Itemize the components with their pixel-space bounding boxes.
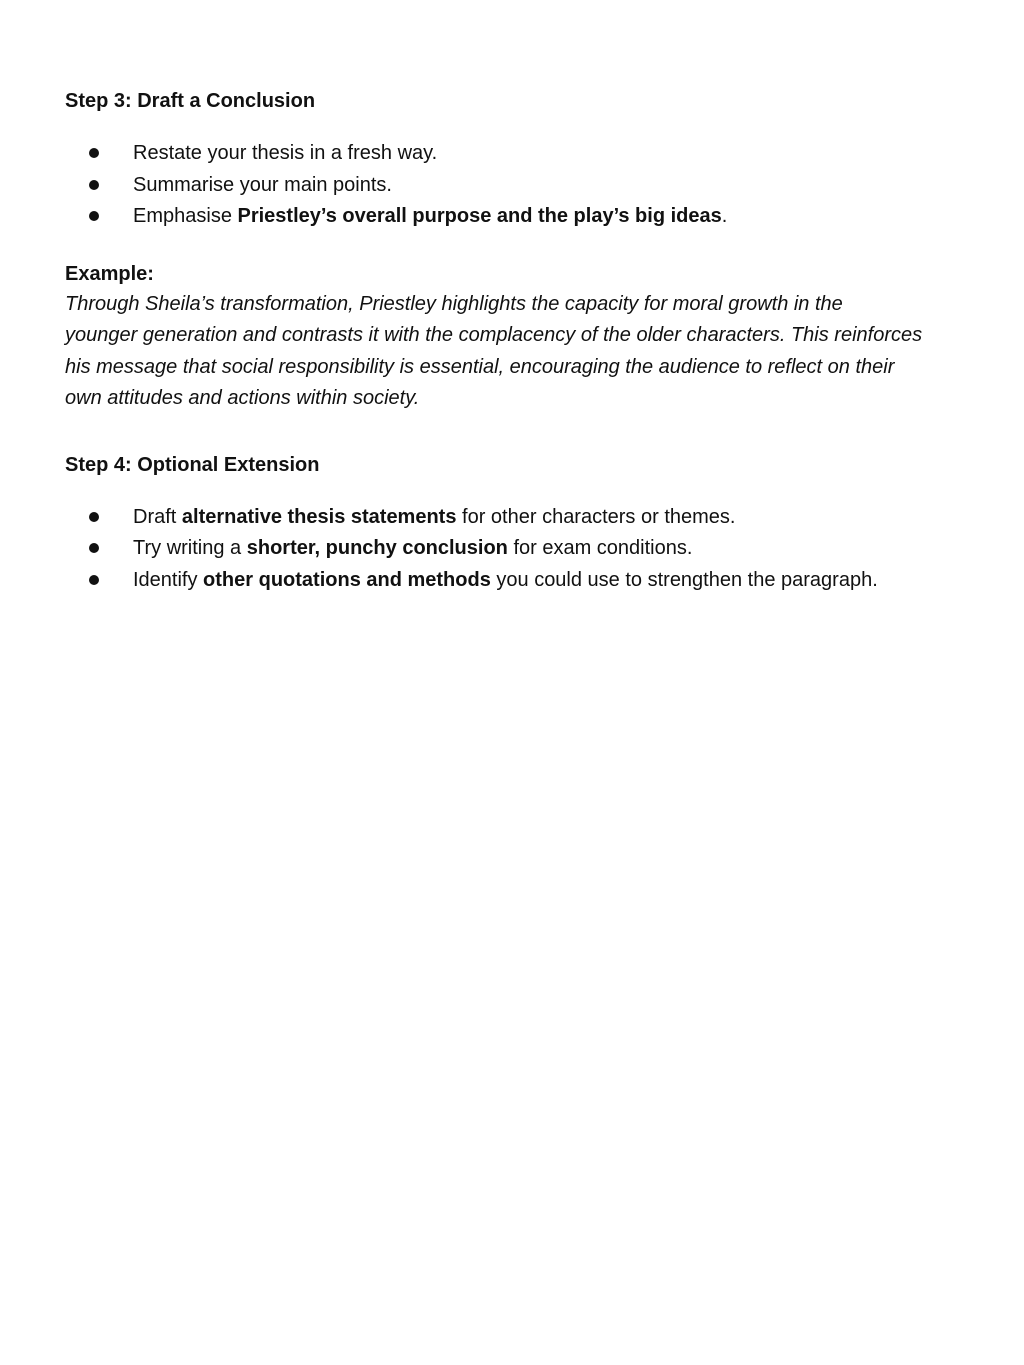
- step4-heading: Step 4: Optional Extension: [65, 453, 320, 476]
- example-label: Example:: [65, 262, 154, 285]
- example-line: Through Sheila’s transformation, Priestley highlights the capacity for moral growth in the: [65, 292, 843, 315]
- bullet-icon: [89, 575, 99, 585]
- bullet-text-end: you could use to strengthen the paragraph.: [490, 568, 878, 591]
- bullet-bold-text: shorter, punchy conclusion: [246, 537, 508, 559]
- list-item: [65, 201, 965, 233]
- bullet-text: Summarise your main points.: [133, 173, 392, 196]
- list-item: [65, 170, 965, 202]
- bullet-bold-text: Priestley’s overall purpose and the play’s big ideas: [237, 205, 722, 227]
- bullet-icon: [89, 543, 99, 553]
- bullet-bold-text: other quotations and methods: [203, 568, 491, 591]
- list-item: [65, 533, 965, 565]
- example-line: his message that social responsibility is essential, encouraging the audience to reflect on their: [65, 355, 895, 378]
- step3-bullet-list: [65, 138, 965, 233]
- document-body: [65, 86, 965, 596]
- bullet-bold-text: alternative thesis statements: [181, 505, 457, 528]
- bullet-text-end: for exam conditions.: [507, 537, 693, 559]
- bullet-text: Restate your thesis in a fresh way.: [133, 142, 438, 164]
- bullet-icon: [89, 211, 99, 221]
- bullet-icon: [89, 180, 99, 190]
- example-paragraph: [65, 289, 965, 415]
- bullet-text: Draft: [133, 505, 182, 528]
- list-item: [65, 565, 965, 597]
- bullet-text-end: for other characters or themes.: [456, 505, 736, 528]
- bullet-text: Emphasise: [133, 205, 238, 227]
- bullet-text-end: .: [721, 205, 728, 227]
- list-item: [65, 502, 965, 534]
- example-line: younger generation and contrasts it with the complacency of the older characters. This reinforces: [65, 324, 923, 346]
- bullet-text: Try writing a: [133, 537, 247, 559]
- bullet-icon: [89, 512, 99, 522]
- step3-heading: Step 3: Draft a Conclusion: [65, 90, 316, 112]
- step4-bullet-list: [65, 502, 965, 597]
- example-line: own attitudes and actions within society.: [65, 387, 420, 409]
- bullet-icon: [89, 148, 99, 158]
- list-item: [65, 138, 965, 170]
- bullet-text: Identify: [133, 568, 204, 591]
